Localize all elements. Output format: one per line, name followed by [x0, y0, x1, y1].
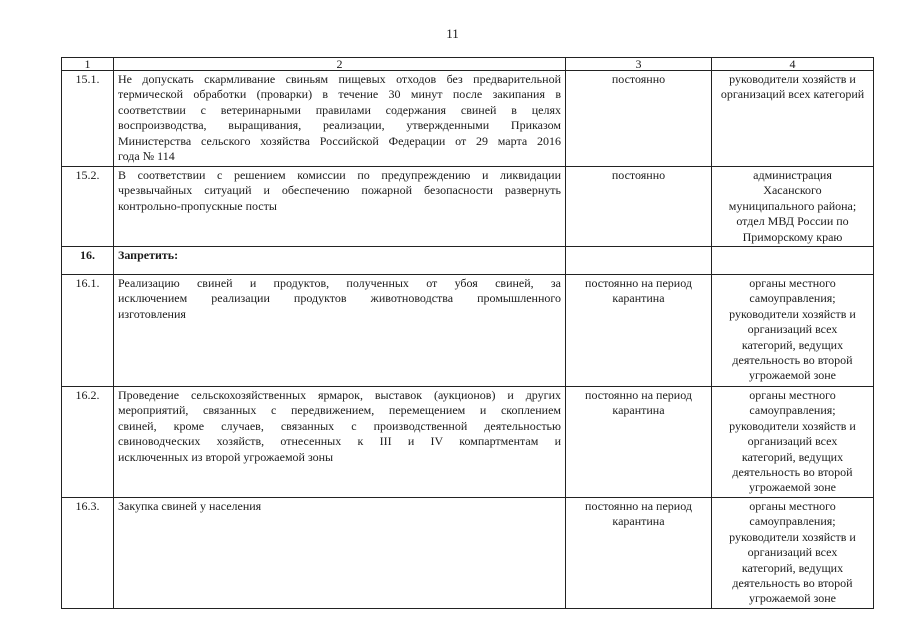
measure-period: [566, 247, 712, 275]
measures-table: [61, 57, 874, 609]
responsible-parties-line: органы местного: [749, 498, 836, 513]
measure-period: [566, 71, 712, 167]
responsible-parties: [712, 497, 874, 608]
measure-description-line: термической обработки (проварки) в течение 30 минут после закипания в: [118, 87, 561, 102]
measure-period-line: постоянно на период: [585, 498, 692, 513]
measure-description: [114, 247, 566, 275]
measure-period-line: карантина: [612, 291, 665, 306]
responsible-parties-line: деятельность во второй: [732, 575, 853, 590]
measure-description-line: контрольно-пропускные посты: [118, 198, 277, 213]
measure-period: [566, 497, 712, 608]
column-number: 2: [114, 58, 566, 71]
responsible-parties-line: Хасанского: [763, 183, 822, 198]
page-number: 11: [446, 26, 459, 41]
table-row: [62, 275, 874, 387]
responsible-parties-line: самоуправления;: [749, 514, 836, 529]
responsible-parties-line: муниципального района;: [728, 198, 857, 213]
measure-description-line: Проведение сельскохозяйственных ярмарок, выставок (аукционов) и других: [118, 388, 561, 403]
measure-description-line: чрезвычайных ситуаций и обеспечению пожарной безопасности развернуть: [118, 183, 561, 198]
measure-period-line: постоянно на период: [585, 388, 692, 403]
responsible-parties: [712, 275, 874, 387]
table-row: [62, 71, 874, 167]
responsible-parties-line: угрожаемой зоне: [749, 591, 836, 606]
item-number: 16.: [62, 247, 114, 275]
measure-period-line: карантина: [612, 514, 665, 529]
responsible-parties-line: руководители хозяйств и: [729, 418, 856, 433]
item-number: 16.2.: [62, 387, 114, 498]
measure-description: [114, 71, 566, 167]
responsible-parties: [712, 387, 874, 498]
item-number: 15.1.: [62, 71, 114, 167]
measure-description-line: соответствии с ветеринарными правилами содержания свиней в целях: [118, 102, 561, 117]
responsible-parties-line: самоуправления;: [749, 291, 836, 306]
responsible-parties-line: деятельность во второй: [732, 465, 853, 480]
responsible-parties-line: категорий, ведущих: [741, 449, 844, 464]
responsible-parties-line: Приморскому краю: [742, 229, 843, 244]
table-row: [62, 167, 874, 247]
responsible-parties-line: деятельность во второй: [732, 353, 853, 368]
measure-period-line: постоянно на период: [585, 276, 692, 291]
measure-description: [114, 167, 566, 247]
responsible-parties: [712, 167, 874, 247]
table-row: [62, 247, 874, 275]
measure-description-line: свиноводческих хозяйств, отнесенных к III и IV компартментам и: [118, 434, 561, 449]
measure-description-line: Закупка свиней у населения: [118, 498, 262, 513]
responsible-parties-line: руководители хозяйств и: [729, 306, 856, 321]
column-number-row: [62, 58, 874, 71]
responsible-parties-line: угрожаемой зоне: [749, 368, 836, 383]
responsible-parties-line: руководители хозяйств и: [729, 72, 856, 86]
responsible-parties: [712, 247, 874, 275]
measure-description-line: года № 114: [118, 149, 175, 164]
measure-description-line: мероприятий, связанных с передвижением, перемещением и скоплением: [118, 403, 561, 418]
measure-description-line: воспроизводства, выращивания, реализации, утвержденными Приказом: [118, 118, 561, 133]
column-number: 4: [712, 58, 874, 71]
measure-description-line: исключением реализации продуктов животноводства промышленного: [118, 291, 561, 306]
table-row: [62, 497, 874, 608]
measure-description-line: Реализацию свиней и продуктов, полученных от убоя свиней, за: [118, 276, 561, 291]
responsible-parties-line: категорий, ведущих: [741, 560, 844, 575]
measure-description: [114, 387, 566, 498]
responsible-parties-line: отдел МВД России по: [736, 214, 849, 229]
responsible-parties-line: организаций всех: [747, 545, 838, 560]
measure-description-line: Запретить:: [118, 248, 179, 263]
table-row: [62, 387, 874, 498]
item-number: 16.3.: [62, 497, 114, 608]
measure-period-line: постоянно: [611, 168, 666, 182]
measure-period-line: карантина: [612, 403, 665, 418]
column-number: 3: [566, 58, 712, 71]
responsible-parties-line: органы местного: [749, 388, 836, 403]
measure-description: [114, 275, 566, 387]
measure-description-line: исключенных из второй угрожаемой зоны: [118, 449, 334, 464]
measure-period: [566, 167, 712, 247]
measure-period: [566, 387, 712, 498]
measure-period-line: постоянно: [611, 72, 666, 86]
item-number: 16.1.: [62, 275, 114, 387]
measure-description: [114, 497, 566, 608]
item-number: 15.2.: [62, 167, 114, 247]
responsible-parties-line: угрожаемой зоне: [749, 480, 836, 495]
responsible-parties-line: руководители хозяйств и: [729, 529, 856, 544]
responsible-parties-line: категорий, ведущих: [741, 337, 844, 352]
responsible-parties-line: организаций всех: [747, 434, 838, 449]
column-number: 1: [62, 58, 114, 71]
measure-description-line: Не допускать скармливание свиньям пищевых отходов без предварительной: [118, 72, 561, 86]
responsible-parties-line: самоуправления;: [749, 403, 836, 418]
responsible-parties-line: организаций всех категорий: [720, 87, 865, 102]
responsible-parties-line: организаций всех: [747, 322, 838, 337]
responsible-parties: [712, 71, 874, 167]
measure-period: [566, 275, 712, 387]
measure-description-line: свиней, кроме случаев, связанных с производственной деятельностью: [118, 418, 561, 433]
measure-description-line: В соответствии с решением комиссии по предупреждению и ликвидации: [118, 168, 561, 182]
measure-description-line: изготовления: [118, 306, 186, 321]
responsible-parties-line: администрация: [753, 168, 832, 182]
responsible-parties-line: органы местного: [749, 276, 836, 291]
measure-description-line: Министерства сельского хозяйства Российской Федерации от 29 марта 2016: [118, 133, 561, 148]
